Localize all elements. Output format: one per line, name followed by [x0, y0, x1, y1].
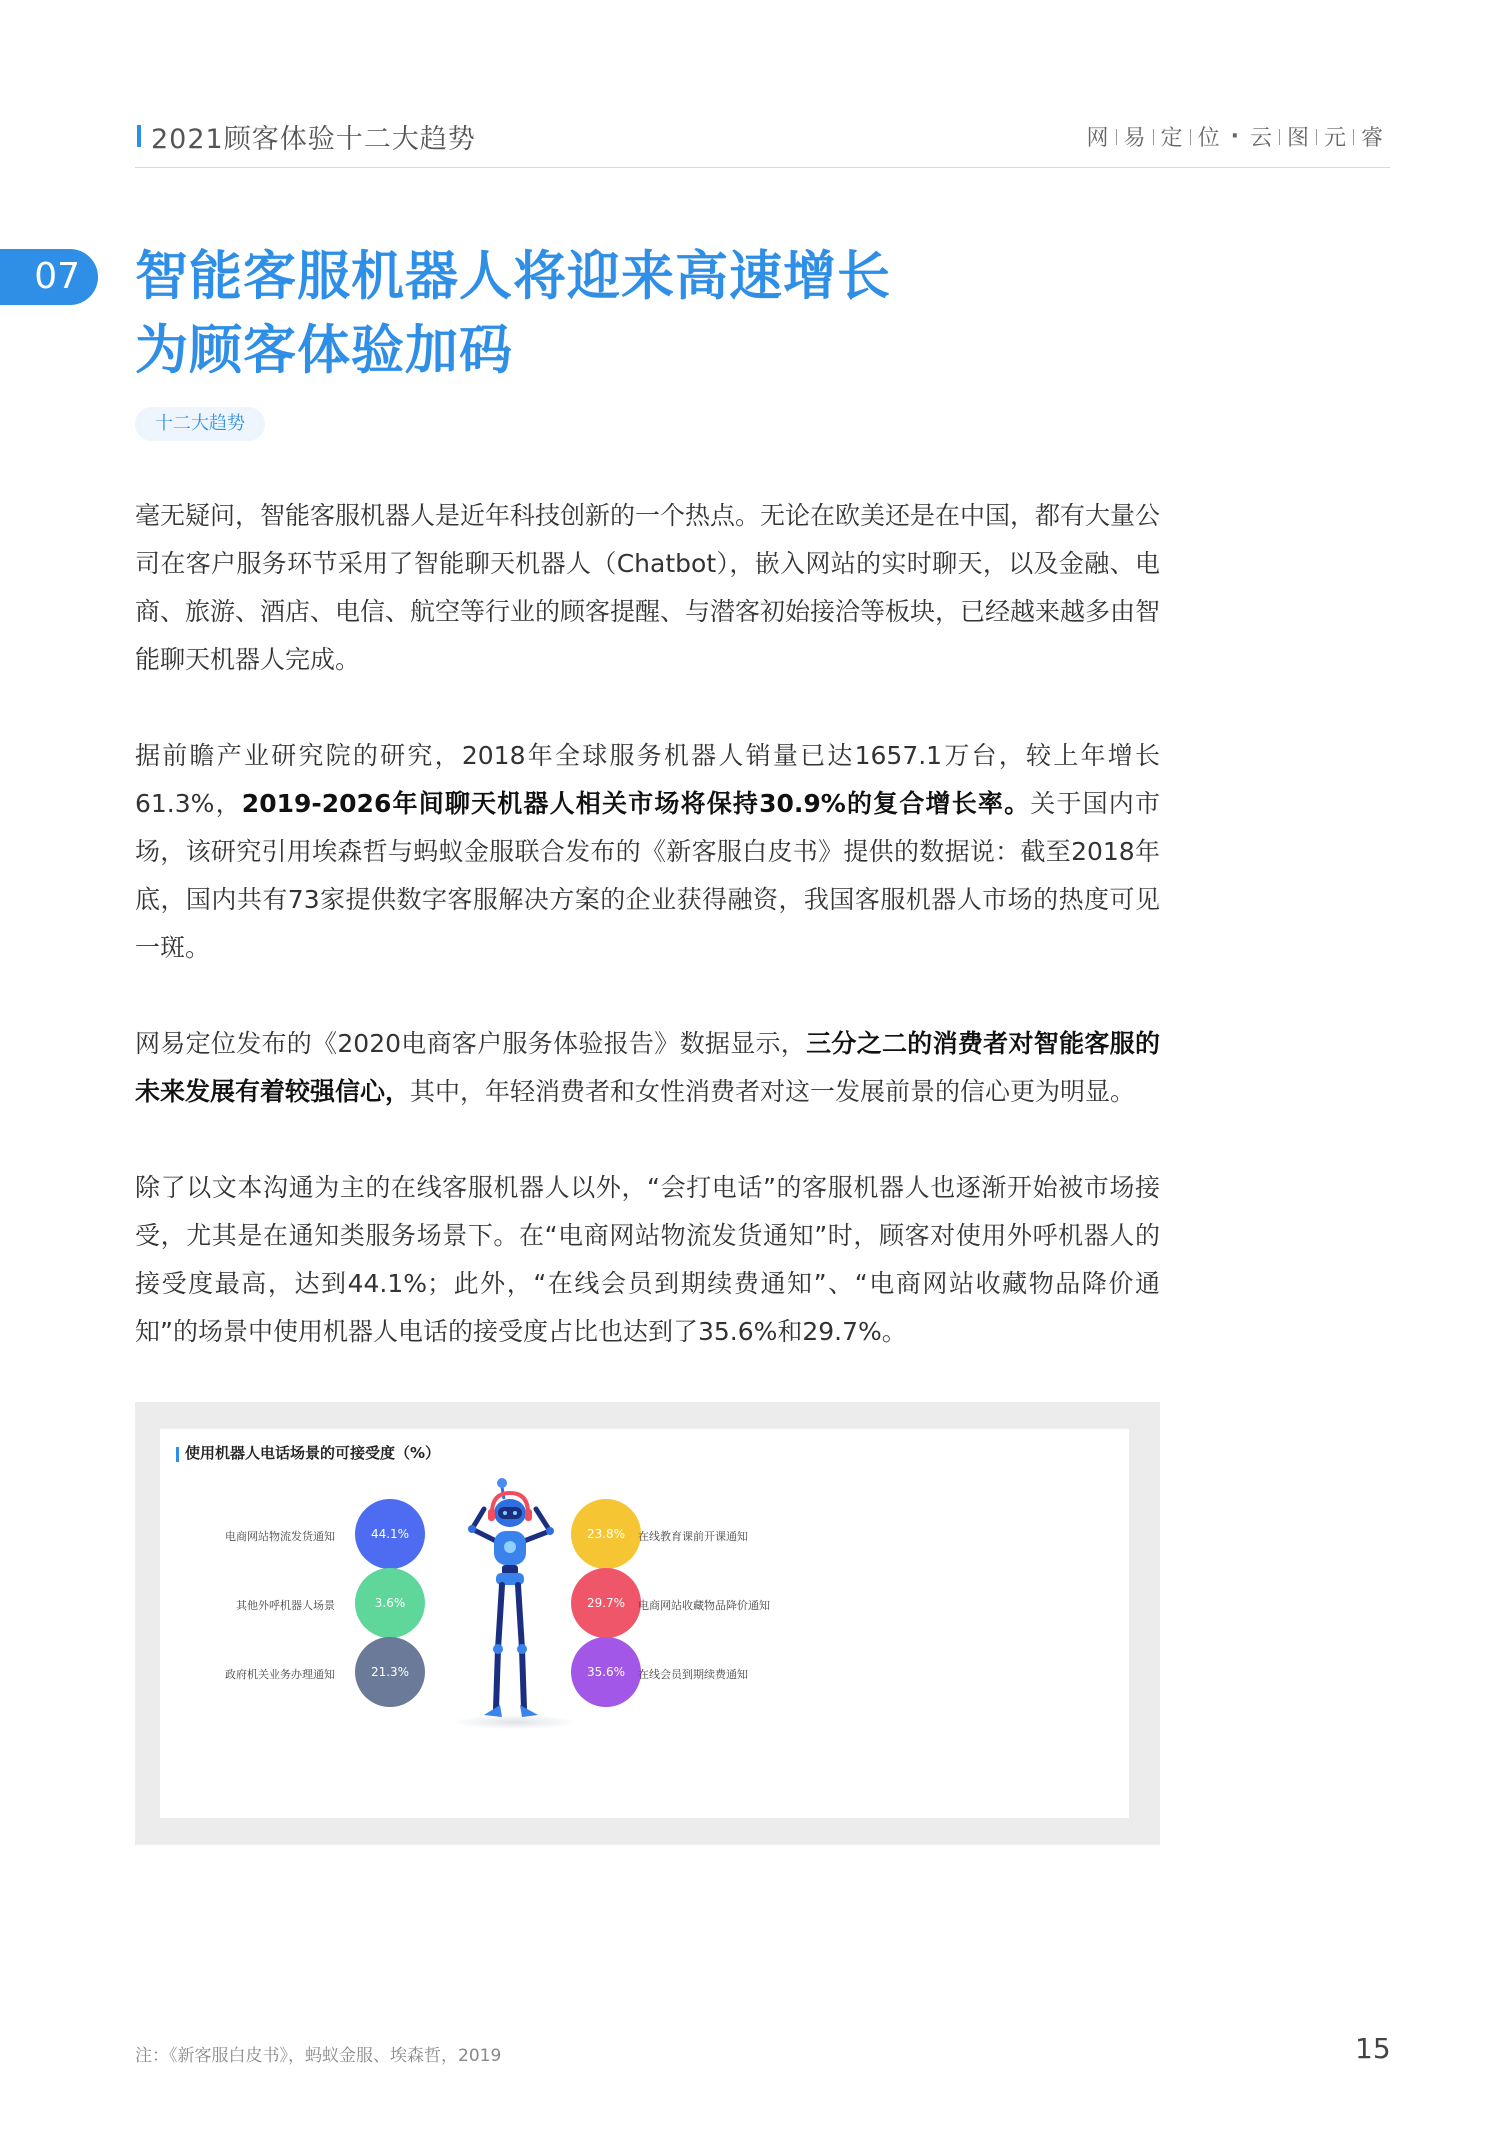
brand-char: 位: [1197, 126, 1220, 151]
header-accent-bar: [137, 125, 141, 147]
article-body: [135, 492, 1160, 1404]
section-number-badge: 07: [0, 249, 98, 305]
scenario-bubble: 35.6%: [571, 1637, 641, 1707]
robot-illustration: [450, 1469, 580, 1739]
scenario-label: 在线会员到期续费通知: [638, 1668, 748, 1681]
infographic-title: 使用机器人电话场景的可接受度（%）: [185, 1444, 441, 1462]
brand-dot: ·: [1230, 124, 1239, 149]
brand-char: 定: [1160, 126, 1183, 151]
section-tag: 十二大趋势: [135, 407, 265, 441]
paragraph-2-highlight: 2019-2026年间聊天机器人相关市场将保持30.9%的复合增长率。: [241, 789, 1031, 818]
scenario-bubble: 23.8%: [571, 1499, 641, 1569]
brand-char: 网: [1086, 126, 1109, 151]
scenario-bubble: 3.6%: [355, 1568, 425, 1638]
paragraph-3: 网易定位发布的《2020电商客户服务体验报告》数据显示，三分之二的消费者对智能客服的未来发展有着较强信心，其中，年轻消费者和女性消费者对这一发展前景的信心更为明显。: [135, 1029, 1160, 1106]
paragraph-3-highlight: 三分之二的消费者对智能客服的未来发展有着较强信心，: [135, 1029, 1160, 1106]
header-brand: [1080, 121, 1390, 152]
infographic-panel: [160, 1429, 1129, 1818]
footnote: 注：《新客服白皮书》，蚂蚁金服、埃森哲，2019: [135, 2046, 502, 2066]
page-header: [135, 115, 1390, 168]
paragraph-1: 毫无疑问，智能客服机器人是近年科技创新的一个热点。无论在欧美还是在中国，都有大量公司在客户服务环节采用了智能聊天机器人（Chatbot），嵌入网站的实时聊天，以及金融、电商、旅游、酒店、电信、航空等行业的顾客提醒、与潜客初始接洽等板块，已经越来越多由智能聊天机器人完成。: [135, 501, 1161, 674]
brand-char: 易: [1123, 126, 1146, 151]
scenario-label: 电商网站收藏物品降价通知: [638, 1599, 770, 1612]
section-title: [135, 240, 891, 388]
scenario-bubble: 21.3%: [355, 1637, 425, 1707]
infographic-title-bar: [176, 1447, 179, 1462]
section-title-line1: 智能客服机器人将迎来高速增长: [135, 246, 891, 307]
brand-char: 睿: [1360, 126, 1383, 151]
section-title-line2: 为顾客体验加码: [135, 320, 513, 381]
paragraph-2: 据前瞻产业研究院的研究，2018年全球服务机器人销量已达1657.1万台，较上年增长61.3%，2019-2026年间聊天机器人相关市场将保持30.9%的复合增长率。关于国内市场，该研究引用埃森哲与蚂蚁金服联合发布的《新客服白皮书》提供的数据说：截至2018年底，国内共有73家提供数字客服解决方案的企业获得融资，我国客服机器人市场的热度可见一斑。: [135, 741, 1160, 962]
scenario-label: 其他外呼机器人场景: [236, 1599, 335, 1612]
header-title: 2021顾客体验十二大趋势: [151, 124, 476, 155]
page-number: 15: [1355, 2032, 1391, 2065]
brand-char: 元: [1323, 126, 1346, 151]
scenario-bubble: 29.7%: [571, 1568, 641, 1638]
scenario-label: 在线教育课前开课通知: [638, 1530, 748, 1543]
scenario-label: 电商网站物流发货通知: [225, 1530, 335, 1543]
scenario-label: 政府机关业务办理通知: [225, 1668, 335, 1681]
scenario-bubble: 44.1%: [355, 1499, 425, 1569]
infographic: [135, 1402, 1160, 1845]
brand-char: 图: [1286, 126, 1309, 151]
brand-char: 云: [1249, 126, 1272, 151]
paragraph-4: 除了以文本沟通为主的在线客服机器人以外，“会打电话”的客服机器人也逐渐开始被市场接受，尤其是在通知类服务场景下。在“电商网站物流发货通知”时，顾客对使用外呼机器人的接受度最高，达到44.1%；此外，“在线会员到期续费通知”、“电商网站收藏物品降价通知”的场景中使用机器人电话的接受度占比也达到了35.6%和29.7%。: [135, 1173, 1160, 1346]
